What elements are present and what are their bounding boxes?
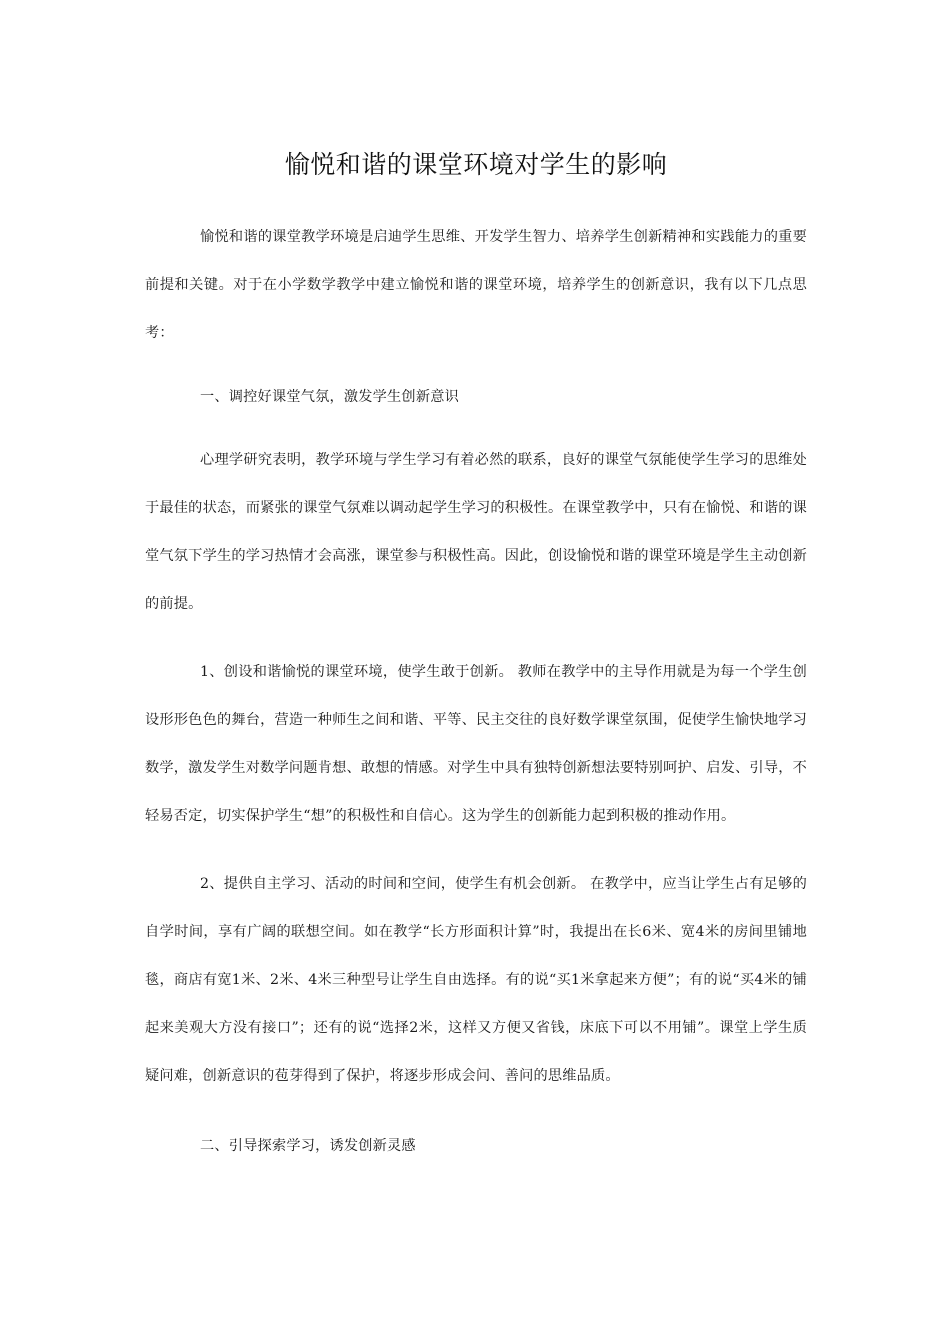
point-1-paragraph: 1、创设和谐愉悦的课堂环境，使学生敢于创新。 教师在教学中的主导作用就是为每一个学生创设形形色色的舞台，营造一种师生之间和谐、平等、民主交往的良好数学课堂氛围，促使学生愉快地学习数学，激发学生对数学问题肯想、敢想的情感。对学生中具有独特创新想法要特别呵护、启发、引导，不轻易否定，切实保护学生“想”的积极性和自信心。这为学生的创新能力起到积极的推动作用。 [145,664,807,824]
section-heading-1: 一、调控好课堂气氛，激发学生创新意识 [200,389,459,405]
page-title: 愉悦和谐的课堂环境对学生的影响 [284,150,668,179]
point-2-paragraph: 2、提供自主学习、活动的时间和空间，使学生有机会创新。 在教学中，应当让学生占有足够的自学时间，享有广阔的联想空间。如在教学“长方形面积计算”时，我提出在长6米、宽4米的房间里铺地毯，商店有宽1米、2米、4米三种型号让学生自由选择。有的说“买1米拿起来方便”；有的说“买4米的铺起来美观大方没有接口”；还有的说“选择2米，这样又方便又省钱，床底下可以不用铺”。课堂上学生质疑问难，创新意识的苞芽得到了保护，将逐步形成会问、善问的思维品质。 [145,876,807,1084]
section-heading-2: 二、引导探索学习，诱发创新灵感 [200,1138,416,1154]
section1-paragraph: 心理学研究表明，教学环境与学生学习有着必然的联系，良好的课堂气氛能使学生学习的思维处于最佳的状态，而紧张的课堂气氛难以调动起学生学习的积极性。在课堂教学中，只有在愉悦、和谐的课堂气氛下学生的学习热情才会高涨，课堂参与积极性高。因此，创设愉悦和谐的课堂环境是学生主动创新的前提。 [145,452,807,612]
intro-paragraph: 愉悦和谐的课堂教学环境是启迪学生思维、开发学生智力、培养学生创新精神和实践能力的重要前提和关键。对于在小学数学教学中建立愉悦和谐的课堂环境，培养学生的创新意识，我有以下几点思考： [145,229,807,341]
